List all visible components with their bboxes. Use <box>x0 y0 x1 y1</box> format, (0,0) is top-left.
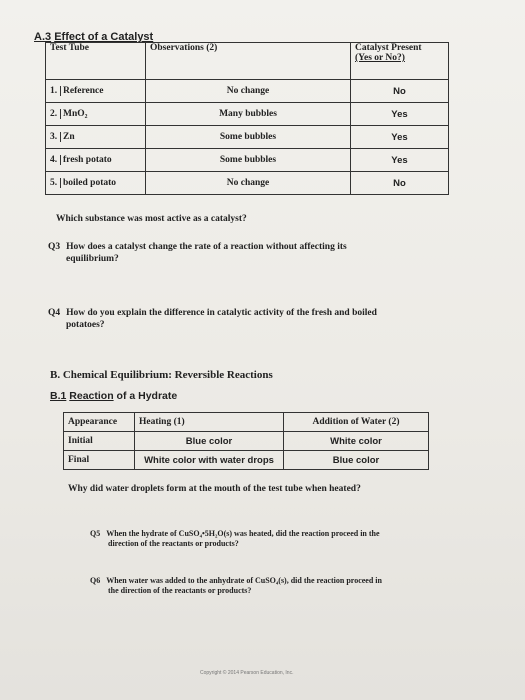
header-test-tube: Test Tube <box>46 43 146 80</box>
section-b1-title-underlined: Reaction <box>69 390 114 402</box>
test-tube-cell: MnO₂ <box>63 109 88 119</box>
question-number: Q5 <box>90 529 101 538</box>
heating-cell: White color with water drops <box>135 451 284 470</box>
observation-cell: No change <box>146 80 351 103</box>
water-cell: White color <box>284 432 429 451</box>
question-text-line1: How does a catalyst change the rate of a reaction without affecting its <box>66 242 347 252</box>
header-heating: Heating (1) <box>135 413 284 432</box>
question-q5 <box>90 529 425 549</box>
header-observations: Observations (2) <box>146 43 351 80</box>
observation-cell: Some bubbles <box>146 126 351 149</box>
question-q3 <box>48 241 443 265</box>
header-catalyst-line1: Catalyst Present <box>355 43 422 53</box>
header-appearance: Appearance <box>64 413 135 432</box>
table-row <box>46 172 449 195</box>
appearance-cell: Final <box>64 451 135 470</box>
observation-cell: Many bubbles <box>146 103 351 126</box>
question-q6 <box>90 576 425 596</box>
question-text-line2: potatoes? <box>66 320 105 330</box>
question-text-line1: When water was added to the anhydrate of CuSO₄(s), did the reaction proceed in <box>106 576 382 585</box>
appearance-cell: Initial <box>64 432 135 451</box>
row-number: 1. <box>50 86 61 96</box>
catalyst-cell: Yes <box>351 126 449 149</box>
catalyst-cell: No <box>351 80 449 103</box>
header-catalyst-line2: (Yes or No?) <box>355 53 405 63</box>
table-header-row <box>64 413 429 432</box>
table-row <box>46 149 449 172</box>
question-text-line2: equilibrium? <box>66 254 119 264</box>
row-number: 3. <box>50 132 61 142</box>
section-b1-heading <box>50 390 177 402</box>
hydrate-table <box>63 412 429 470</box>
question-text-line1: When the hydrate of CuSO₄•5H₂O(s) was heated, did the reaction proceed in the <box>106 529 380 538</box>
question-text-line1: How do you explain the difference in catalytic activity of the fresh and boiled <box>66 308 377 318</box>
catalyst-table <box>45 42 449 195</box>
catalyst-cell: No <box>351 172 449 195</box>
question-text-line2: the direction of the reactants or products? <box>108 586 252 595</box>
heating-cell: Blue color <box>135 432 284 451</box>
section-b-heading: B. Chemical Equilibrium: Reversible Reactions <box>50 369 273 381</box>
header-catalyst-present <box>351 43 449 80</box>
question-text-line2: direction of the reactants or products? <box>108 539 239 548</box>
table-row <box>46 126 449 149</box>
test-tube-cell: fresh potato <box>63 155 112 165</box>
observation-cell: Some bubbles <box>146 149 351 172</box>
row-number: 4. <box>50 155 61 165</box>
section-a3-title: Effect of a Catalyst <box>54 31 154 43</box>
observation-cell: No change <box>146 172 351 195</box>
test-tube-cell: boiled potato <box>63 178 117 188</box>
row-number: 2. <box>50 109 61 119</box>
table-header-row <box>46 43 449 80</box>
catalyst-cell: Yes <box>351 149 449 172</box>
table-row <box>64 432 429 451</box>
row-number: 5. <box>50 178 61 188</box>
question-number: Q6 <box>90 576 101 585</box>
test-tube-cell: Zn <box>63 132 75 142</box>
question-most-active: Which substance was most active as a catalyst? <box>56 214 247 224</box>
copyright-notice: Copyright © 2014 Pearson Education, Inc. <box>200 670 294 676</box>
table-row <box>46 80 449 103</box>
table-row <box>64 451 429 470</box>
question-number: Q4 <box>48 308 61 318</box>
test-tube-cell: Reference <box>63 86 104 96</box>
question-q4 <box>48 307 443 331</box>
catalyst-cell: Yes <box>351 103 449 126</box>
table-row <box>46 103 449 126</box>
water-cell: Blue color <box>284 451 429 470</box>
section-b1-title-rest: of a Hydrate <box>113 390 178 402</box>
section-b1-label: B.1 <box>50 390 67 402</box>
header-addition-water: Addition of Water (2) <box>284 413 429 432</box>
question-number: Q3 <box>48 242 61 252</box>
question-water-droplets: Why did water droplets form at the mouth of the test tube when heated? <box>68 484 361 494</box>
section-a3-label: A.3 <box>34 31 52 43</box>
